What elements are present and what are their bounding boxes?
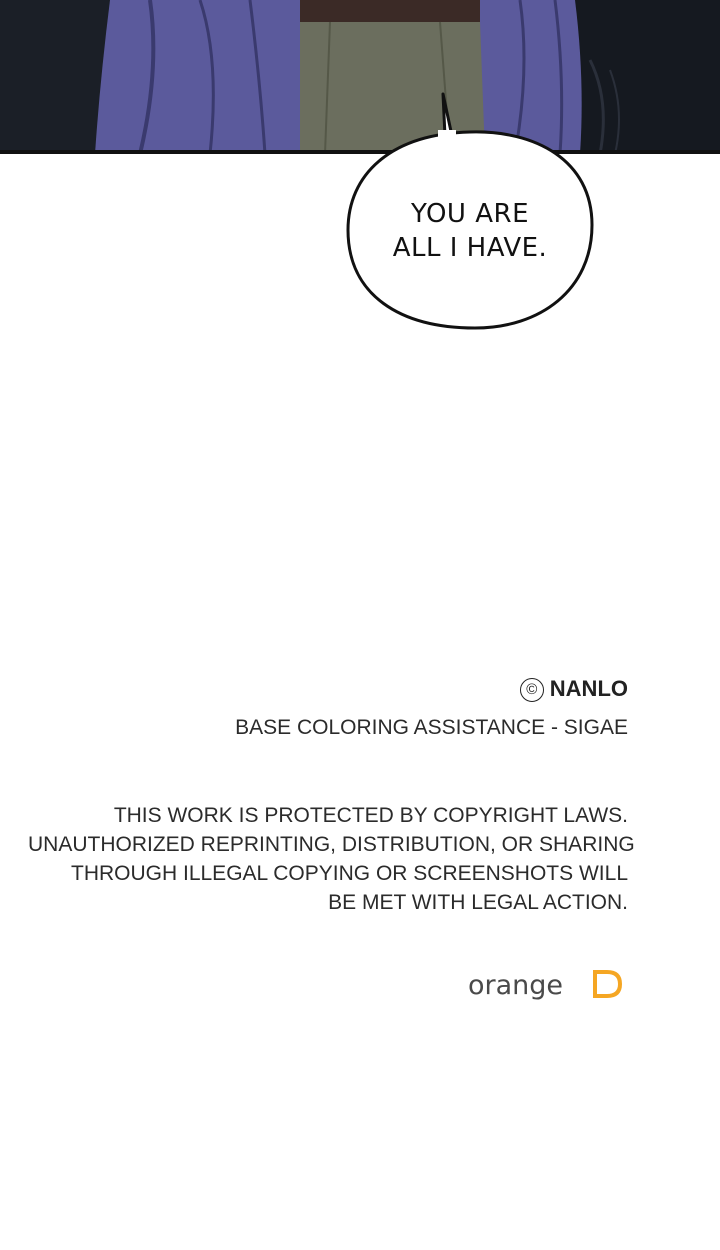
robe-left [95, 0, 300, 154]
notice-line: UNAUTHORIZED REPRINTING, DISTRIBUTION, OR SHARING [28, 833, 635, 856]
speech-bubble-tail [443, 94, 452, 136]
notice-line: THIS WORK IS PROTECTED BY COPYRIGHT LAWS. [113, 804, 628, 827]
orange-d-logo [468, 962, 628, 1006]
speech-line: ALL I HAVE. [392, 233, 548, 263]
logo-d-mark [595, 972, 620, 996]
notice-line: THROUGH ILLEGAL COPYING OR SCREENSHOTS WILL [71, 862, 628, 885]
copyright-symbol: © [520, 678, 544, 702]
copyright-notice [28, 801, 635, 917]
speech-bubble-text [350, 197, 590, 265]
author-name: NANLO [549, 676, 628, 701]
notice-line: BE MET WITH LEGAL ACTION. [328, 891, 628, 914]
assistance-credit: BASE COLORING ASSISTANCE - SIGAE [235, 716, 628, 739]
copyright-line [28, 674, 628, 704]
speech-line: YOU ARE [411, 199, 529, 229]
speech-bubble-tail-join [438, 130, 456, 138]
belt [300, 0, 480, 22]
logo-wordmark: orange [468, 970, 564, 1001]
